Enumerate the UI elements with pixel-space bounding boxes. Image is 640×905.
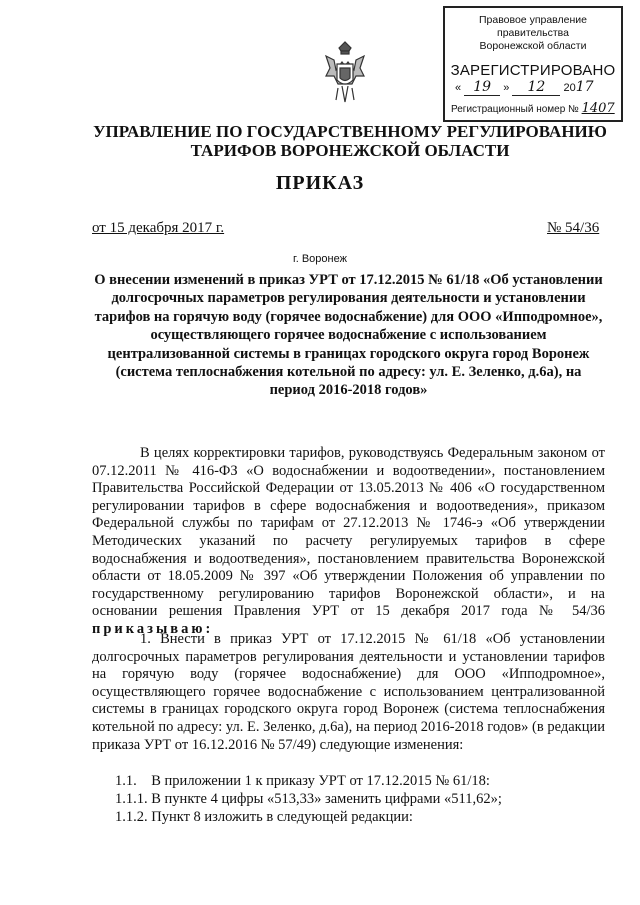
order-word: приказываю:: [92, 620, 214, 637]
item-1-1-1: 1.1.1. В пункте 4 цифры «513,33» заменить цифрами «511,62»;: [115, 791, 502, 807]
stamp-org: [445, 14, 621, 53]
stamp-number-label: Регистрационный номер №: [451, 104, 579, 115]
registration-stamp: [443, 6, 623, 122]
order-number: № 54/36: [547, 220, 600, 236]
authority-name-line1: УПРАВЛЕНИЕ ПО ГОСУДАРСТВЕННОМУ РЕГУЛИРОВАНИЮ: [93, 122, 607, 141]
preamble-text: В целях корректировки тарифов, руководствуясь Федеральным законом от 07.12.2011 № 416-ФЗ «О водоснабжении и водоотведении», постановлением Правительства Российской Федерации от 13.05.2013 № 406 «О государственном регулировании тарифов в сфере водоснабжения и водоотведения», приказом Федеральной службы по тарифам от 27.12.2013 № 1746-э «Об утверждении Методических указаний по расчету регулируемых тарифов в сфере водоснабжения и водоотведения», постановлением правительства Воронежской области от 18.05.2009 № 397 «Об утверждении Положения об управлении по государственному регулированию тарифов Воронежской области», и на основании решения Правления УРТ от 15 декабря 2017 года № 54/36: [92, 445, 605, 620]
stamp-status: ЗАРЕГИСТРИРОВАНО: [450, 62, 616, 79]
order-subject: О внесении изменений в приказ УРТ от 17.12.2015 № 61/18 «Об установлении долгосрочных параметров регулирования деятельности и установлении тарифов на горячую воду (горячее водоснабжение) для ООО «Ипподромное», осуществляющего горячее водоснабжение с использованием централизованной системы в границах городского округа город Воронеж (система теплоснабжения котельной по адресу: ул. Е. Зеленко, д.6а), на период 2016-2018 годов»: [94, 272, 603, 399]
stamp-date-open-quote: «: [455, 82, 462, 94]
preamble-paragraph: [92, 445, 605, 639]
stamp-number-value: 1407: [581, 101, 615, 116]
stamp-date-year: 17: [575, 79, 594, 95]
document-type: ПРИКАЗ: [275, 172, 365, 194]
stamp-date-year-prefix: 20: [563, 82, 576, 94]
item-1-1-2: 1.1.2. Пункт 8 изложить в следующей редакции:: [115, 809, 413, 825]
order-date: от 15 декабря 2017 г.: [92, 220, 225, 236]
stamp-number: [451, 101, 615, 116]
item-1-paragraph: 1. Внести в приказ УРТ от 17.12.2015 № 61/18 «Об установлении долгосрочных параметров регулирования деятельности и установлении тарифов на горячую воду (горячее водоснабжение) для ООО «Ипподромное», осуществляющего горячее водоснабжение с использованием централизованной системы в границах городского округа город Воронеж (система теплоснабжения котельной по адресу: ул. Е. Зеленко, д.6а), на период 2016-2018 годов» (в редакции приказа УРТ от 16.12.2016 № 57/49) следующие изменения:: [92, 631, 605, 753]
coat-of-arms-emblem: [322, 40, 368, 104]
item-1-1: 1.1. В приложении 1 к приказу УРТ от 17.12.2015 № 61/18:: [115, 773, 490, 789]
city-name: г. Воронеж: [293, 253, 347, 265]
stamp-date-close-quote: »: [503, 82, 510, 94]
stamp-date-month: 12: [512, 79, 560, 96]
stamp-date-day: 19: [464, 79, 500, 96]
stamp-org-line1: Правовое управление правительства: [478, 14, 587, 39]
stamp-org-line2: Воронежской области: [479, 40, 587, 52]
authority-name-line2: ТАРИФОВ ВОРОНЕЖСКОЙ ОБЛАСТИ: [190, 141, 510, 160]
stamp-date: [455, 79, 615, 96]
